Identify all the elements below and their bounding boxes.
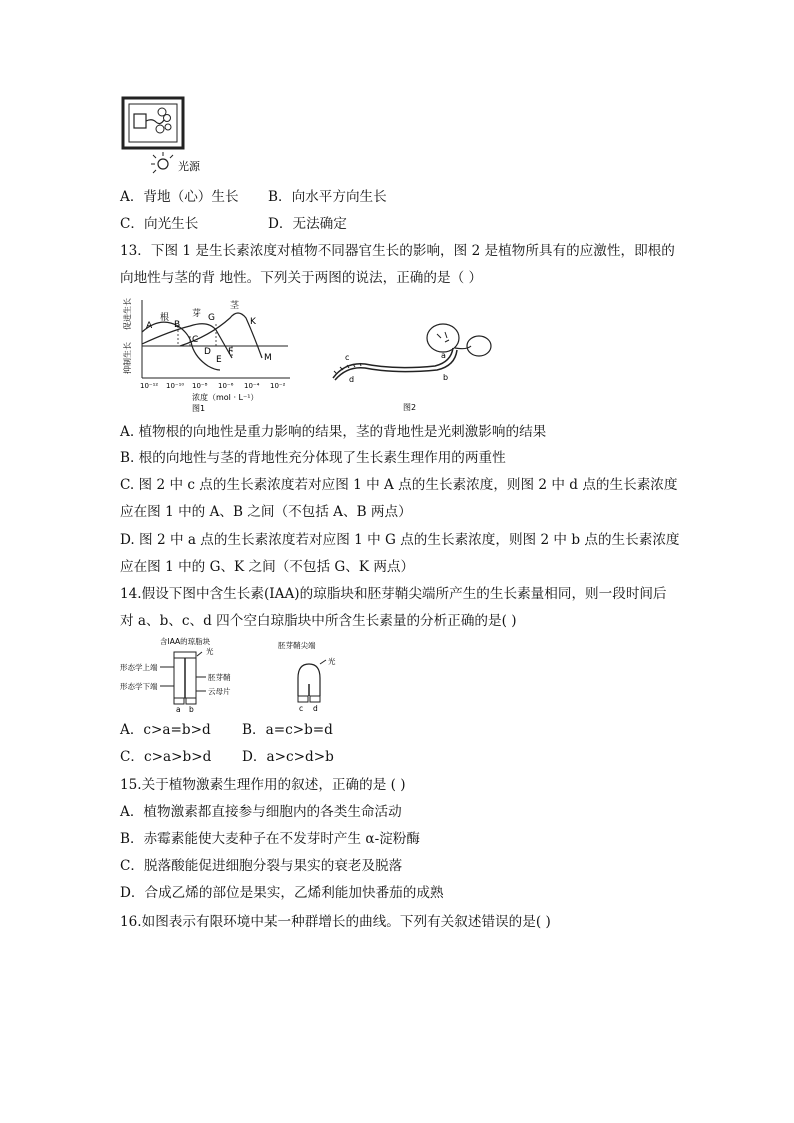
iaa-block-label: 含IAA的琼脂块: [160, 637, 211, 646]
tip-label: 胚芽鞘尖端: [278, 641, 316, 650]
q12-option-c: C．向光生长: [120, 216, 199, 232]
q14-option-a: A．c>a=b>d: [120, 722, 211, 738]
q15-stem: 15.关于植物激素生理作用的叙述，正确的是 ( ): [120, 777, 406, 793]
light-label-left: 光: [206, 647, 214, 656]
curve-root-label: 根: [160, 313, 170, 323]
upper-end-label: 形态学上端: [120, 663, 158, 672]
q13-stem-1: 13．下图 1 是生长素浓度对植物不同器官生长的影响，图 2 是植物所具有的应激性，即根的: [120, 243, 675, 259]
light-label-right: 光: [328, 657, 336, 666]
y-axis-down: 抑制生长: [123, 342, 132, 374]
q15-option-b: B．赤霉素能使大麦种子在不发芽时产生 α-淀粉酶: [120, 831, 420, 847]
q14-stem-1: 14.假设下图中含生长素(IAA)的琼脂块和胚芽鞘尖端所产生的生长素量相同，则一段时间后: [120, 586, 667, 602]
q14-figure-left: [120, 634, 255, 712]
point-c: C: [192, 335, 199, 345]
q13-option-d-line2: 应在图 1 中的 G、K 之间（不包括 G、K 两点）: [120, 559, 415, 575]
q14-figure-right: [272, 634, 352, 712]
q13-stem-2: 向地性与茎的背 地性。下列关于两图的说法，正确的是（ ）: [120, 270, 483, 286]
block-c: c: [299, 704, 304, 712]
point-a: A: [146, 321, 153, 331]
lower-end-label: 形态学下端: [120, 682, 158, 691]
q14-option-d: D．a>c>d>b: [242, 749, 334, 765]
q15-option-a: A．植物激素都直接参与细胞内的各类生命活动: [120, 804, 402, 820]
tick-4: 10⁻⁶: [218, 382, 234, 390]
point-d: D: [204, 347, 211, 357]
q14-stem-2: 对 a、b、c、d 四个空白琼脂块中所含生长素量的分析正确的是( ): [120, 613, 517, 629]
figure-2-caption: 图2: [403, 403, 417, 412]
q13-option-d-line1: D. 图 2 中 a 点的生长素浓度若对应图 1 中 G 点的生长素浓度，则图 2 中 b 点的生长素浓度: [120, 532, 680, 548]
q13-option-a: A. 植物根的向地性是重力影响的结果，茎的背地性是光刺激影响的结果: [120, 424, 547, 440]
q12-options-row1: [120, 187, 239, 207]
point-c-fig2: c: [345, 353, 350, 362]
x-axis-label: 浓度（mol · L⁻¹）: [192, 393, 259, 402]
light-source-label: 光源: [178, 160, 200, 173]
q14-option-b: B．a=c>b=d: [242, 722, 333, 738]
q12-option-d: D．无法确定: [268, 216, 347, 232]
q15-option-d: D．合成乙烯的部位是果实，乙烯利能加快番茄的成熟: [120, 885, 444, 901]
block-b: b: [189, 705, 194, 712]
figure-1-growth-curve: [120, 296, 295, 414]
q13-option-b: B. 根的向地性与茎的背地性充分体现了生长素生理作用的两重性: [120, 450, 506, 466]
tick-1: 10⁻¹²: [140, 382, 159, 390]
point-b: B: [174, 320, 181, 330]
q13-option-c-line2: 应在图 1 中的 A、B 之间（不包括 A、B 两点）: [120, 504, 412, 520]
figure-1-caption: 图1: [192, 404, 206, 413]
point-f: F: [228, 347, 234, 357]
x-axis-ticks: [140, 382, 286, 390]
curve-bud-label: 芽: [192, 309, 202, 319]
point-d-fig2: d: [349, 375, 355, 384]
tick-2: 10⁻¹⁰: [166, 382, 185, 390]
block-a: a: [176, 705, 181, 712]
q16-stem: 16.如图表示有限环境中某一种群增长的曲线。下列有关叙述错误的是( ): [120, 914, 551, 930]
q13-option-c-line1: C. 图 2 中 c 点的生长素浓度若对应图 1 中 A 点的生长素浓度，则图 2 中 d 点的生长素浓度: [120, 477, 678, 493]
block-d: d: [313, 704, 318, 712]
coleoptile-label: 胚芽鞘: [208, 673, 231, 682]
point-m: M: [264, 353, 272, 363]
y-axis-up: 促进生长: [123, 298, 132, 330]
point-k: K: [250, 317, 256, 327]
plant-box-figure: [118, 96, 228, 180]
tick-3: 10⁻⁸: [192, 382, 208, 390]
q15-option-c: C．脱落酸能促进细胞分裂与果实的衰老及脱落: [120, 858, 403, 874]
q12-option-b: B．向水平方向生长: [268, 189, 387, 205]
q14-option-c: C．c>a>b>d: [120, 749, 212, 765]
tick-6: 10⁻²: [270, 382, 286, 390]
figure-2-plant: [325, 296, 495, 414]
point-e: E: [216, 355, 222, 365]
point-a-fig2: a: [441, 351, 446, 360]
point-b-fig2: b: [443, 373, 449, 382]
q12-option-a: A．背地（心）生长: [120, 189, 239, 205]
tick-5: 10⁻⁴: [244, 382, 260, 390]
curve-stem-label: 茎: [230, 301, 240, 311]
mica-label: 云母片: [208, 687, 231, 696]
point-g: G: [208, 313, 215, 323]
